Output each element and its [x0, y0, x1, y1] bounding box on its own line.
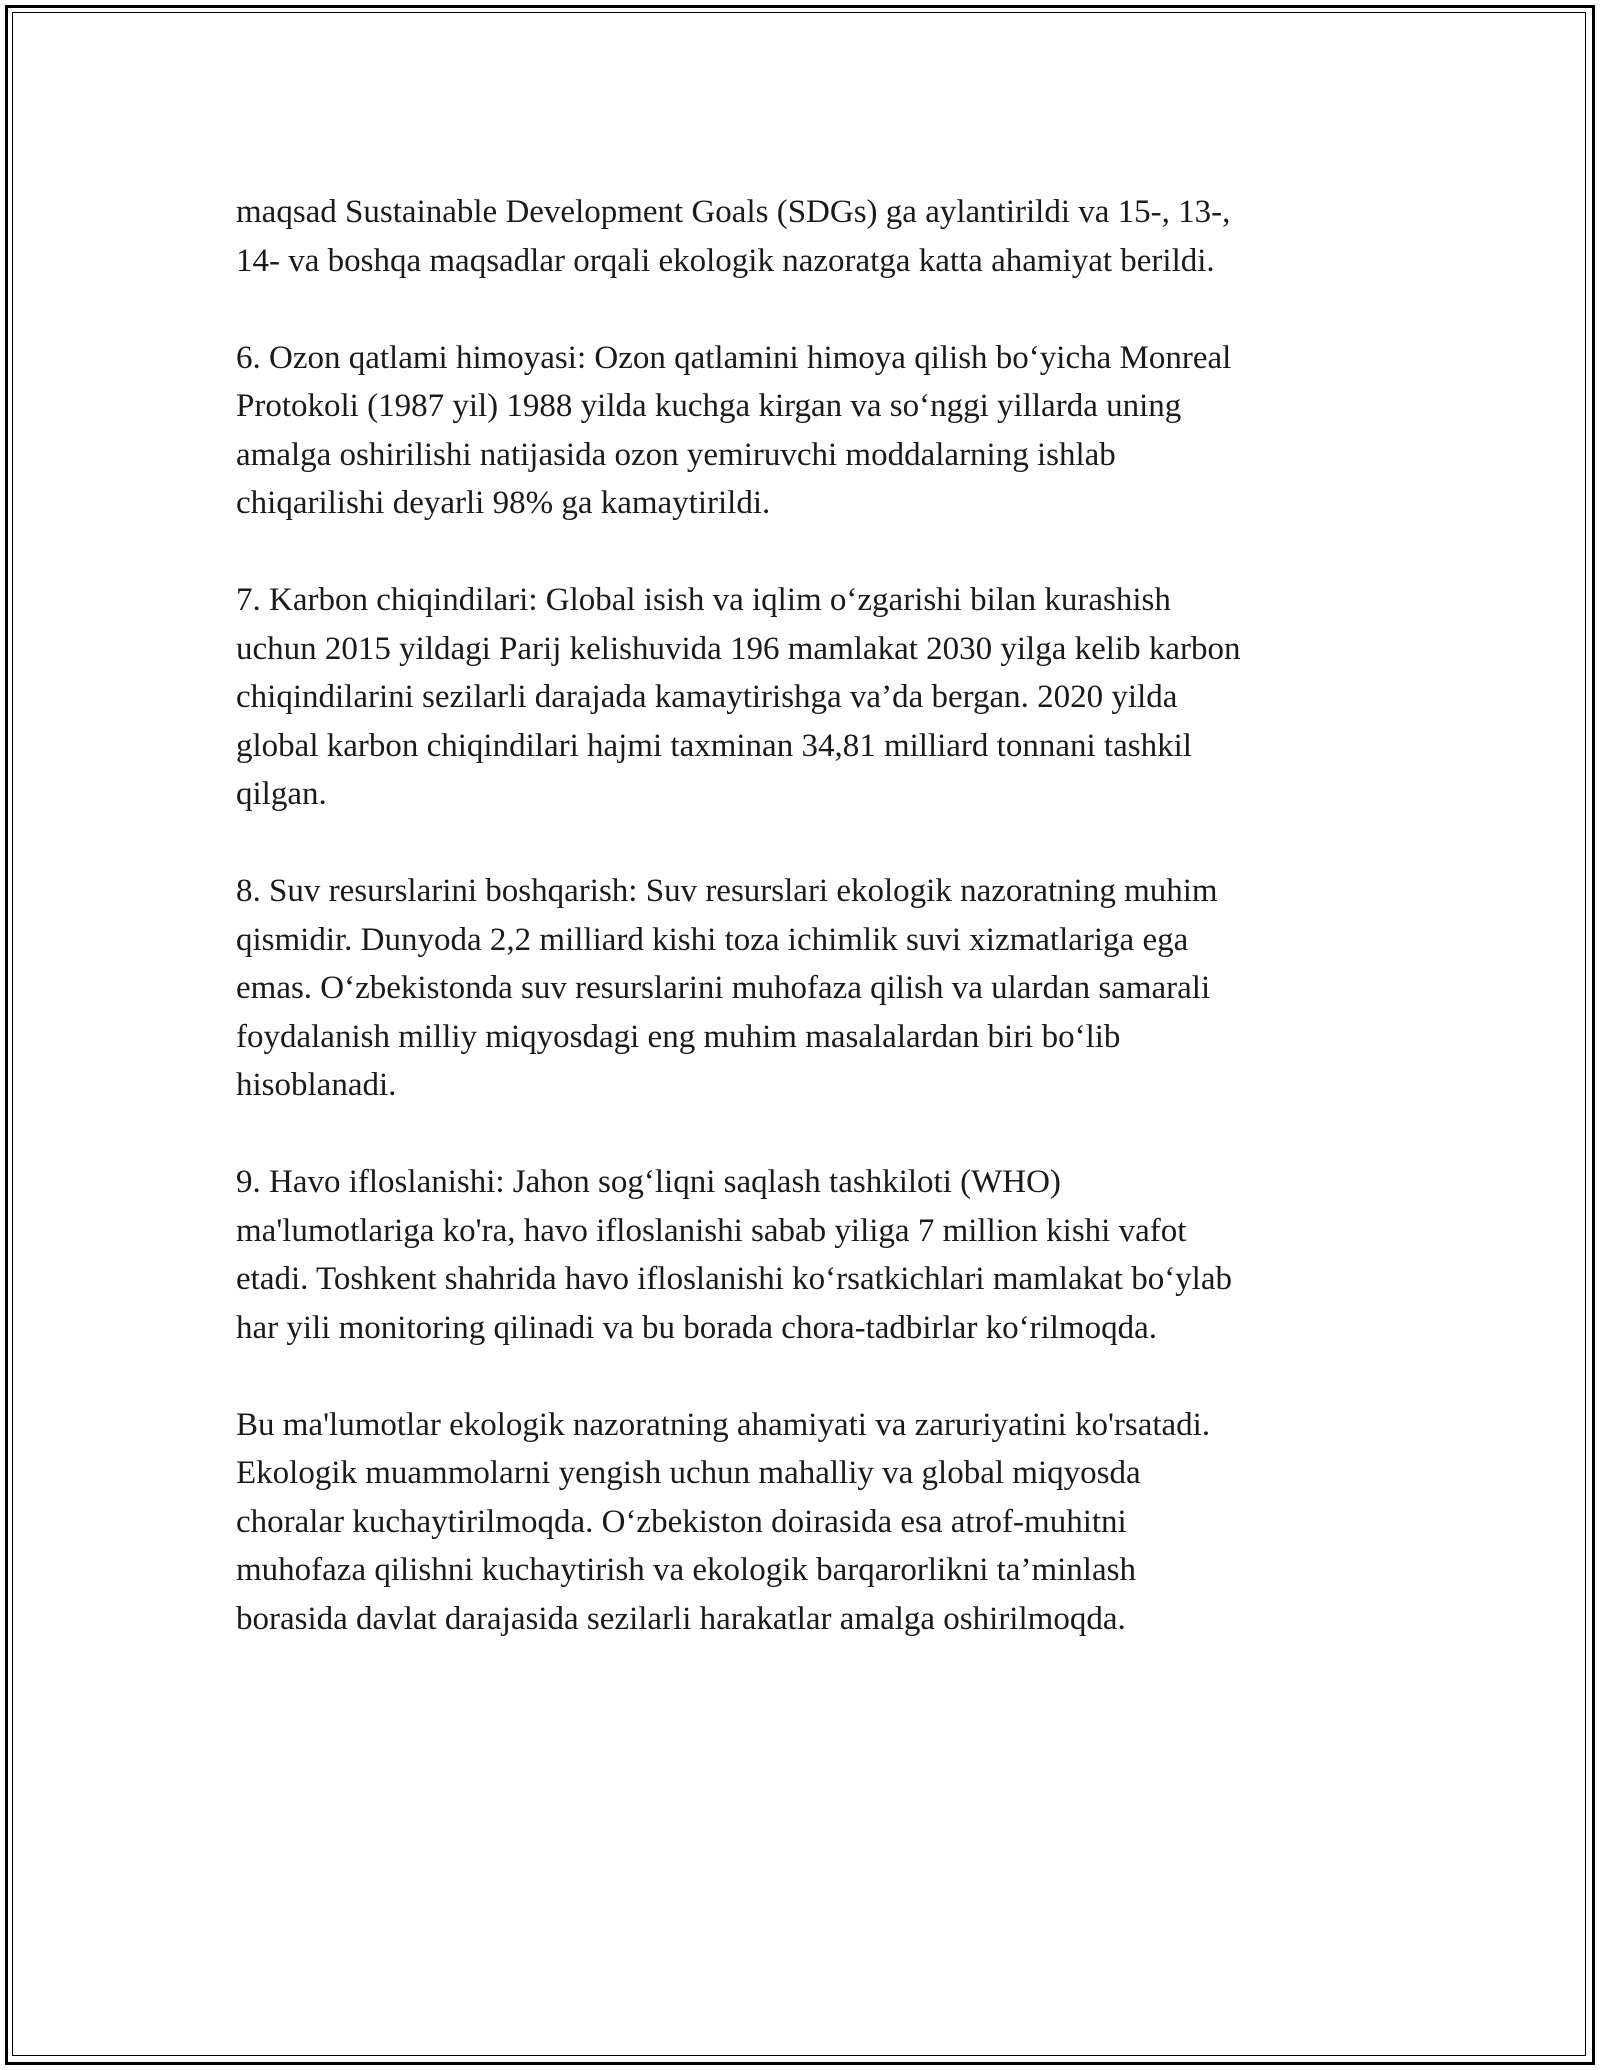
paragraph-conclusion: Bu ma'lumotlar ekologik nazoratning ahamiyati va zaruriyatini ko'rsatadi. Ekologik muammolarni yengish uchun mahalliy va global miqyosda choralar kuchaytirilmoqda. O‘zbekiston doirasida esa atrof-muhitni muhofaza qilishni kuchaytirish va ekologik barqarorlikni ta’minlash borasida davlat darajasida sezilarli harakatlar amalga oshirilmoqda. [236, 1406, 1211, 1637]
paragraph-air-pollution: 9. Havo ifloslanishi: Jahon sog‘liqni saqlash tashkiloti (WHO) ma'lumotlariga ko'ra, havo ifloslanishi sabab yiliga 7 million kishi vafot etadi. Toshkent shahrida havo ifloslanishi ko‘rsatkichlari mamlakat bo‘ylab har yili monitoring qilinadi va bu borada chora-tadbirlar ko‘rilmoqda. [236, 1164, 1232, 1346]
paragraph-carbon-emissions: 7. Karbon chiqindilari: Global isish va iqlim o‘zgarishi bilan kurashish uchun 2015 yildagi Parij kelishuvida 196 mamlakat 2030 yilga kelib karbon chiqindilarini sezilarli darajada kamaytirishga va’da bergan. 2020 yilda global karbon chiqindilari hajmi taxminan 34,81 milliard tonnani tashkil qilgan. [236, 582, 1241, 812]
paragraph-ozone-layer: 6. Ozon qatlami himoyasi: Ozon qatlamini himoya qilish bo‘yicha Monreal Protokoli (1987 yil) 1988 yilda kuchga kirgan va so‘nggi yillarda uning amalga oshirilishi natijasida ozon yemiruvchi moddalarning ishlab chiqarilishi deyarli 98% ga kamaytirildi. [236, 339, 1232, 521]
paragraph-water-resources: 8. Suv resurslarini boshqarish: Suv resurslari ekologik nazoratning muhim qismidir. Dunyoda 2,2 milliard kishi toza ichimlik suvi xizmatlariga ega emas. O‘zbekistonda suv resurslarini muhofaza qilish va ulardan samarali foydalanish milliy miqyosdagi eng muhim masalalardan biri bo‘lib hisoblanadi. [236, 873, 1218, 1103]
paragraph-sdgs-continuation: maqsad Sustainable Development Goals (SDGs) ga aylantirildi va 15-, 13-, 14- va boshqa maqsadlar orqali ekologik nazoratga katta ahamiyat berildi. [236, 194, 1231, 279]
document-body [236, 188, 1396, 1692]
